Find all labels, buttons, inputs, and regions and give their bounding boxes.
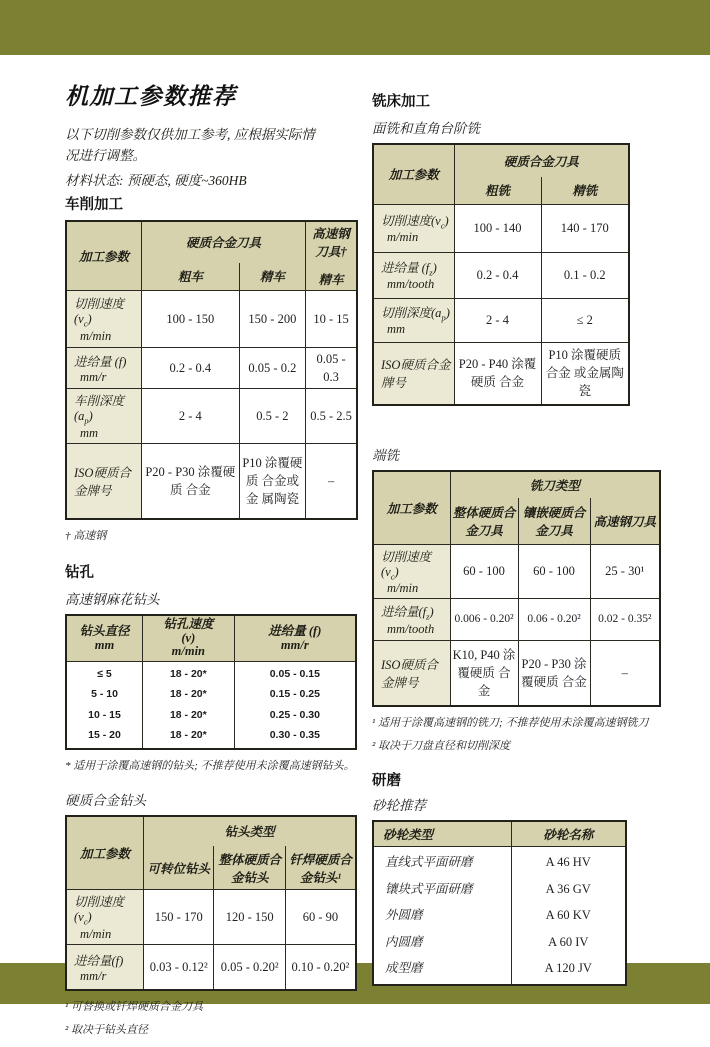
endmill-row-iso: ISO硬质合金牌号 K10, P40 涂覆硬质 合金 P20 - P30 涂覆硬质 合金 – — [373, 641, 660, 706]
milling-heading: 铣床加工 — [372, 94, 430, 110]
drilling-subheading: 高速钢麻花钻头 — [65, 592, 160, 608]
wheel-name-header: 砂轮名称 — [511, 821, 626, 847]
turning-table — [65, 220, 358, 520]
wheel-type-header: 砂轮类型 — [373, 821, 511, 847]
carbide-drill-heading: 硬质合金钻头 — [65, 792, 146, 808]
grinding-heading: 研磨 — [372, 772, 401, 789]
facemill-rough-header: 粗铣 — [454, 177, 541, 204]
facemill-finish-header: 精铣 — [541, 177, 629, 204]
drill-speed-header: 钻孔速度 (v) m/min — [143, 615, 235, 661]
carbide-param-header: 加工参数 — [66, 816, 144, 890]
carbide-col3-header: 钎焊硬质合金钻头¹ — [285, 846, 356, 890]
drill-diameter-header: 钻头直径 mm — [66, 615, 143, 661]
facemill-param-header: 加工参数 — [373, 144, 454, 204]
left-column — [65, 78, 360, 1047]
intro-note: 以下切削参数仅供加工参考, 应根据实际情 况进行调整。 — [65, 127, 315, 163]
turning-row-speed: 切削速度 $(v_c)$ m/min 100 - 150 150 - 200 10 - 15 — [66, 291, 357, 348]
turning-row-iso: ISO硬质合金牌号 P20 - P30 涂覆硬质 合金 P10 涂覆硬质 合金或金 属陶瓷 – — [66, 443, 357, 519]
drill-feed-header: 进给量 (f) mm/r — [234, 615, 356, 661]
turning-row-feed: 进给量 (f) mm/r 0.2 - 0.4 0.05 - 0.2 0.05 - 0.3 — [66, 348, 357, 389]
turning-heading: 车削加工 — [65, 197, 123, 213]
carbide-row-feed: 进给量(f) mm/r 0.03 - 0.12² 0.05 - 0.20² 0.10 - 0.20² — [66, 944, 356, 990]
facemill-group-header: 硬质合金刀具 — [454, 144, 629, 177]
hss-drill-table — [65, 614, 357, 750]
carbide-row-speed: 切削速度$(v_c)$ m/min 150 - 170 120 - 150 60 - 90 — [66, 890, 356, 945]
carbide-col2-header: 整体硬质合金钻头 — [214, 846, 285, 890]
drill-footnote: * 适用于涂覆高速钢的钻头; 不推荐使用未涂覆高速钢钻头。 — [65, 759, 355, 772]
material-state: 材料状态: 预硬态, 硬度~360HB — [65, 173, 247, 188]
drill-diameter-values: ≤ 5 5 - 10 10 - 15 15 - 20 — [66, 661, 143, 749]
facemill-row-feed: 进给量 $(f_z)$ mm/tooth 0.2 - 0.4 0.1 - 0.2 — [373, 252, 629, 298]
grinding-subheading: 砂轮推荐 — [372, 797, 426, 813]
carbide-footnote-1: ¹ 可替换或钎焊硬质合金刀具 — [65, 1001, 204, 1014]
end-milling-table — [372, 470, 661, 707]
endmill-col3-header: 高速钢刀具 — [590, 498, 660, 544]
drilling-heading: 钻孔 — [65, 565, 94, 582]
endmill-footnote-1: ¹ 适用于涂覆高速钢的铣刀; 不推荐使用未涂覆高速钢铣刀 — [372, 716, 649, 729]
facemill-row-depth: 切削深度$(a_p)$ mm 2 - 4 ≤ 2 — [373, 298, 629, 342]
milling-subheading: 面铣和直角台阶铣 — [372, 121, 480, 136]
page-title: 机加工参数推荐 — [65, 84, 237, 109]
endmill-heading: 端铣 — [372, 448, 399, 463]
facemill-row-iso: ISO硬质合金牌号 P20 - P40 涂覆硬质 合金 P10 涂覆硬质合金 或金属陶瓷 — [373, 342, 629, 405]
turning-carbide-group-header: 硬质合金刀具 — [142, 221, 306, 263]
carbide-drill-table — [65, 815, 357, 992]
wheel-name-values: A 46 HV A 36 GV A 60 KV A 60 IV A 120 JV — [511, 847, 626, 985]
turning-footnote: † 高速钢 — [65, 530, 107, 543]
drill-speed-values: 18 - 20* 18 - 20* 18 - 20* 18 - 20* — [143, 661, 235, 749]
carbide-group-header: 钻头类型 — [144, 816, 356, 846]
turning-param-header: 加工参数 — [66, 221, 142, 291]
endmill-param-header: 加工参数 — [373, 471, 450, 544]
grinding-table — [372, 820, 627, 986]
endmill-row-feed: 进给量$(f_z)$ mm/tooth 0.006 - 0.20² 0.06 - 0.20² 0.02 - 0.35² — [373, 599, 660, 641]
turning-hss-header: 高速钢刀具† 精车 — [306, 221, 357, 291]
endmill-row-speed: 切削速度$(v_c)$ m/min 60 - 100 60 - 100 25 - 30¹ — [373, 544, 660, 599]
endmill-group-header: 铣刀类型 — [450, 471, 660, 498]
turning-row-depth: 车削深度$(a_p)$ mm 2 - 4 0.5 - 2 0.5 - 2.5 — [66, 389, 357, 444]
facemill-row-speed: 切削速度$(v_c)$ m/min 100 - 140 140 - 170 — [373, 204, 629, 252]
drill-feed-values: 0.05 - 0.15 0.15 - 0.25 0.25 - 0.30 0.30 - 0.35 — [234, 661, 356, 749]
face-milling-table — [372, 143, 630, 406]
top-banner — [0, 0, 710, 55]
wheel-type-values: 直线式平面研磨 镶块式平面研磨 外圆磨 内圆磨 成型磨 — [373, 847, 511, 985]
endmill-col1-header: 整体硬质合金刀具 — [450, 498, 518, 544]
turning-rough-header: 粗车 — [142, 263, 240, 291]
right-column — [372, 90, 664, 986]
endmill-footnote-2: ² 取决于刀盘直径和切削深度 — [372, 739, 511, 752]
turning-finish-header: 精车 — [239, 263, 305, 291]
carbide-footnote-2: ² 取决于钻头直径 — [65, 1024, 149, 1037]
carbide-col1-header: 可转位钻头 — [144, 846, 214, 890]
endmill-col2-header: 镶嵌硬质合金刀具 — [518, 498, 590, 544]
